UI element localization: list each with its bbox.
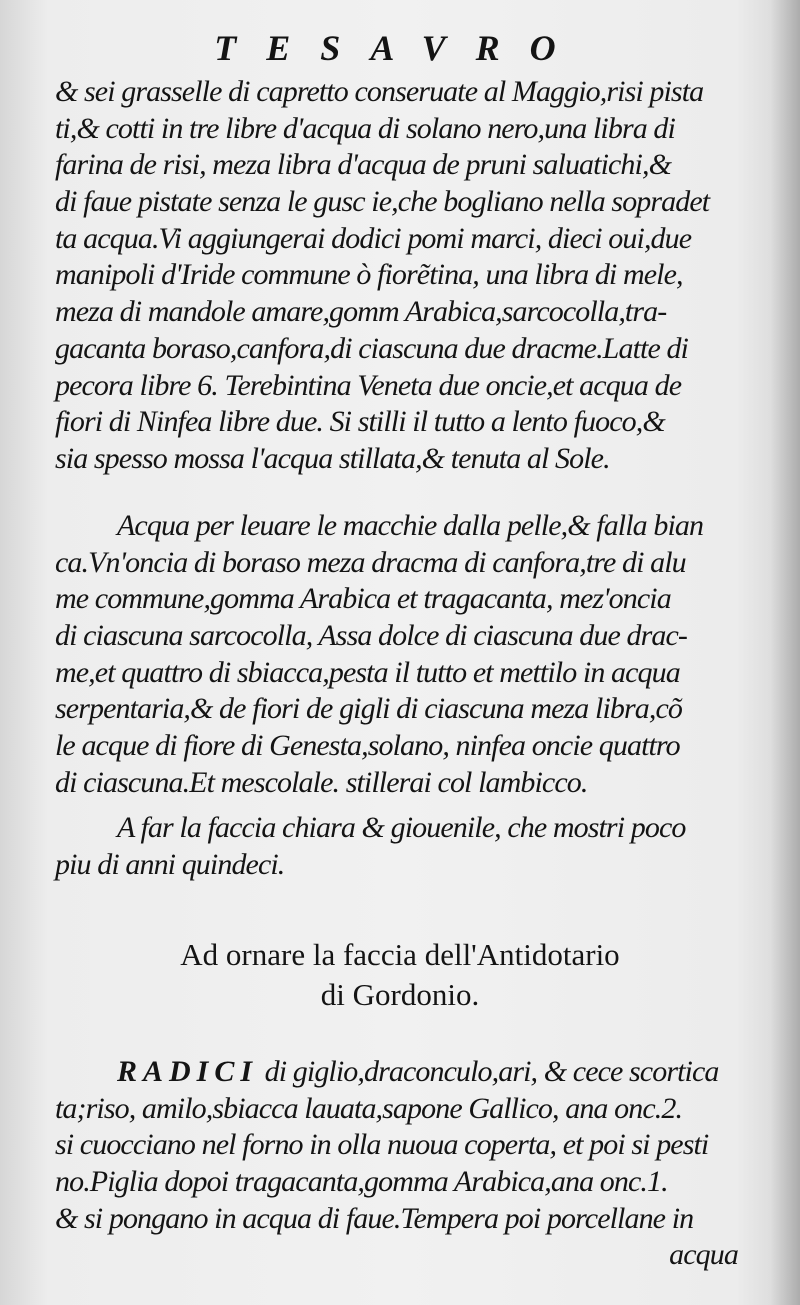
text-line: manipoli d'Iride commune ò fiorẽtina, una libra di mele, (55, 258, 683, 292)
text-line (55, 1054, 778, 1091)
paragraph-faccia-chiara (55, 810, 778, 883)
text-line: fiori di Ninfea libre due. Si stilli il tutto a lento fuoco,& (55, 405, 665, 439)
lead-line-rest: di giglio,draconculo,ari, & cece scortica (258, 1055, 719, 1088)
text-line: & sei grasselle di capretto conseruate al Maggio,risi pista (55, 75, 704, 108)
text-line: pecora libre 6. Terebintina Veneta due oncie,et acqua de (55, 368, 682, 402)
paragraph-acqua-macchie (55, 508, 778, 802)
section-heading: Ad ornare la faccia dell'Antidotario (180, 937, 620, 972)
paragraph-radici (55, 1054, 778, 1237)
text-line: serpentaria,& de fiori de gigli di ciascuna meza libra,cõ (55, 692, 682, 726)
text-line: me,et quattro di sbiacca,pesta il tutto et mettilo in acqua (55, 655, 680, 689)
text-line: ti,& cotti in tre libre d'acqua di solano nero,una libra di (55, 111, 675, 145)
running-header: TESAVRO (214, 28, 586, 68)
text-line: & si pongano in acqua di faue.Tempera poi porcellane in (55, 1201, 694, 1235)
paragraph-recipe-continuation (55, 74, 778, 478)
catchword: acqua (669, 1238, 738, 1271)
text-line: le acque di fiore di Genesta,solano, ninfea oncie quattro (55, 729, 680, 763)
text-line: ta acqua.Vi aggiungerai dodici pomi marci, dieci oui,due (55, 221, 692, 255)
text-line: farina de risi, meza libra d'acqua de pruni saluatichi,& (55, 148, 672, 182)
text-line: ta;riso, amilo,sbiacca lauata,sapone Gallico, ana onc.2. (55, 1091, 683, 1125)
text-line: ca.Vn'oncia di boraso meza dracma di canfora,tre di alu (55, 545, 686, 579)
text-line: sia spesso mossa l'acqua stillata,& tenuta al Sole. (55, 441, 610, 475)
lead-word: RADICI (117, 1055, 259, 1088)
text-line: di faue pistate senza le gusc ie,che bogliano nella sopradet (55, 185, 710, 219)
text-line: no.Piglia dopoi tragacanta,gomma Arabica,ana onc.1. (55, 1165, 668, 1199)
section-heading-continued: di Gordonio. (320, 977, 480, 1012)
text-line: si cuocciano nel forno in olla nuoua coperta, et poi si pesti (55, 1128, 709, 1162)
text-line: A far la faccia chiara & giouenile, che mostri poco (117, 811, 686, 844)
text-line: gacanta boraso,canfora,di ciascuna due dracme.Latte di (55, 331, 688, 365)
text-line: piu di anni quindeci. (55, 847, 285, 881)
text-line: meza di mandole amare,gomm Arabica,sarcocolla,tra- (55, 295, 667, 329)
text-line: di ciascuna.Et mescolale. stillerai col lambicco. (55, 765, 588, 799)
text-line: di ciascuna sarcocolla, Assa dolce di ciascuna due drac- (55, 619, 687, 653)
text-line: Acqua per leuare le macchie dalla pelle,& falla bian (117, 509, 704, 542)
text-line: me commune,gomma Arabica et tragacanta, mez'oncia (55, 582, 671, 616)
